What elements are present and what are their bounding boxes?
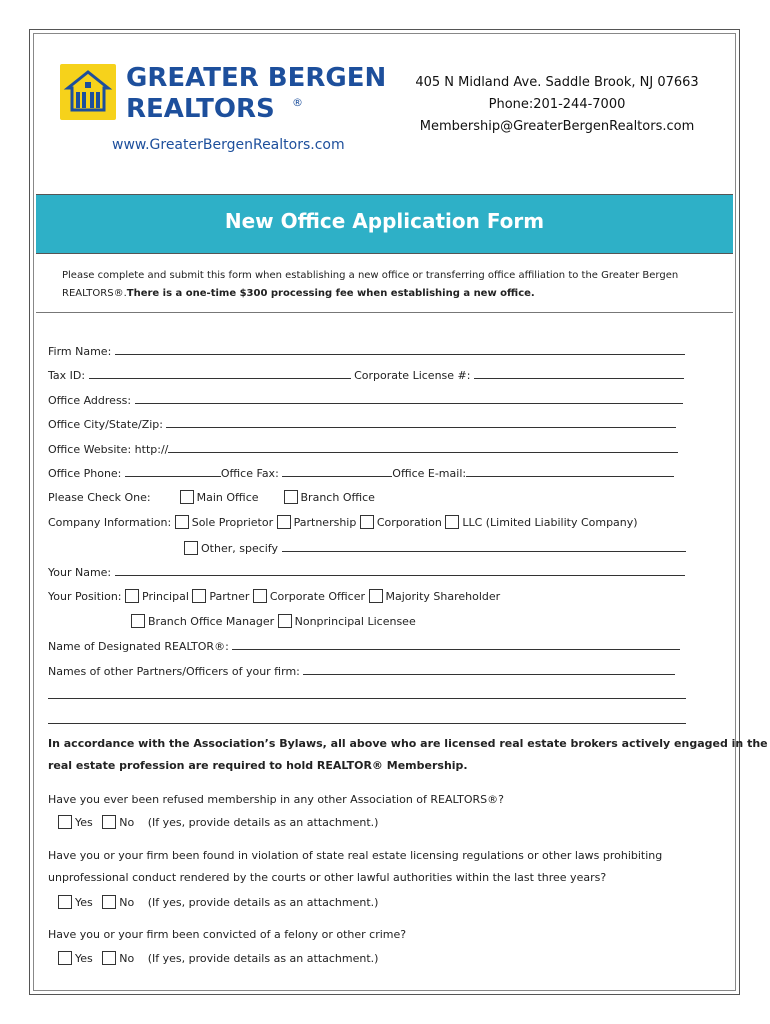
office-website-label: Office Website: <box>48 443 132 456</box>
q1-no-checkbox[interactable] <box>102 815 116 829</box>
office-address-row <box>48 392 683 408</box>
corp-license-label: Corporate License #: <box>354 369 471 382</box>
q3-yes-label: Yes <box>75 952 93 965</box>
branch-office-label: Branch Office <box>300 491 375 504</box>
branch-office-checkbox[interactable] <box>284 490 298 504</box>
firm-name-field[interactable] <box>115 343 685 355</box>
office-website-prefix: http:// <box>134 443 169 456</box>
question-2-line2: unprofessional conduct rendered by the courts or other lawful authorities within the last three years? <box>48 871 607 884</box>
other-specify-row <box>184 540 686 556</box>
majority-shareholder-checkbox[interactable] <box>369 589 383 603</box>
company-info-row <box>48 515 638 531</box>
other-checkbox[interactable] <box>184 541 198 555</box>
sole-proprietor-checkbox[interactable] <box>175 515 189 529</box>
question-1: Have you ever been refused membership in any other Association of REALTORS®? <box>48 793 504 806</box>
q1-no-label: No <box>119 816 135 829</box>
corporate-officer-label: Corporate Officer <box>269 590 365 603</box>
llc-label: LLC (Limited Liability Company) <box>462 516 638 529</box>
llc-checkbox[interactable] <box>445 515 459 529</box>
other-specify-field[interactable] <box>282 540 686 552</box>
q3-no-checkbox[interactable] <box>102 951 116 965</box>
your-name-field[interactable] <box>115 564 685 576</box>
q3-no-label: No <box>119 952 135 965</box>
office-email-label: Office E-mail: <box>392 467 467 480</box>
email-link[interactable]: Membership@GreaterBergenRealtors.com <box>419 119 695 134</box>
majority-shareholder-label: Majority Shareholder <box>385 590 501 603</box>
contact-block <box>397 72 717 138</box>
principal-checkbox[interactable] <box>125 589 139 603</box>
website-link[interactable]: www.GreaterBergenRealtors.com <box>112 137 345 153</box>
nonprincipal-checkbox[interactable] <box>278 614 292 628</box>
designated-realtor-row <box>48 638 680 654</box>
company-info-label: Company Information: <box>48 516 172 529</box>
partner-checkbox[interactable] <box>192 589 206 603</box>
q3-yes-checkbox[interactable] <box>58 951 72 965</box>
q2-no-checkbox[interactable] <box>102 895 116 909</box>
fee-notice: There is a one-time $300 processing fee when establishing a new office. <box>126 288 535 299</box>
corporation-checkbox[interactable] <box>360 515 374 529</box>
office-city-field[interactable] <box>166 416 676 428</box>
office-fax-label: Office Fax: <box>220 467 279 480</box>
office-phone-field[interactable] <box>125 465 221 477</box>
form-fields <box>36 312 768 990</box>
firm-name-row <box>48 343 685 359</box>
question-3: Have you or your firm been convicted of a felony or other crime? <box>48 928 407 941</box>
partnership-label: Partnership <box>293 516 357 529</box>
other-specify-label: Other, specify <box>201 542 278 555</box>
your-name-label: Your Name: <box>48 566 112 579</box>
office-phone-row <box>48 465 674 481</box>
other-partners-line3[interactable] <box>48 712 686 724</box>
form-title: New Office Application Form <box>224 209 545 233</box>
question-2-line1: Have you or your firm been found in violation of state real estate licensing regulations or other laws prohibiting <box>48 849 663 862</box>
main-office-checkbox[interactable] <box>180 490 194 504</box>
office-city-row <box>48 416 676 432</box>
your-position-label: Your Position: <box>48 590 122 603</box>
office-website-row <box>48 441 678 457</box>
q3-answer-row <box>58 951 378 967</box>
office-fax-field[interactable] <box>282 465 392 477</box>
designated-realtor-label: Name of Designated REALTOR®: <box>48 640 229 653</box>
corporate-officer-checkbox[interactable] <box>253 589 267 603</box>
q1-answer-row <box>58 815 378 831</box>
partnership-checkbox[interactable] <box>277 515 291 529</box>
q2-note: (If yes, provide details as an attachment.) <box>147 896 379 909</box>
tax-id-field[interactable] <box>89 367 351 379</box>
office-city-label: Office City/State/Zip: <box>48 418 163 431</box>
blank-line-row1 <box>48 687 686 703</box>
principal-label: Principal <box>142 590 189 603</box>
tax-id-row <box>48 367 684 383</box>
firm-name-label: Firm Name: <box>48 345 112 358</box>
branch-manager-checkbox[interactable] <box>131 614 145 628</box>
office-website-field[interactable] <box>168 441 678 453</box>
org-name-line1: GREATER BERGEN <box>126 63 387 93</box>
your-name-row <box>48 564 685 580</box>
main-office-label: Main Office <box>196 491 259 504</box>
corporation-label: Corporation <box>376 516 442 529</box>
q2-answer-row <box>58 895 378 911</box>
other-partners-field[interactable] <box>303 663 675 675</box>
q1-yes-checkbox[interactable] <box>58 815 72 829</box>
blank-line-row2 <box>48 712 686 728</box>
partner-label: Partner <box>209 590 250 603</box>
q2-yes-checkbox[interactable] <box>58 895 72 909</box>
position-row2 <box>131 614 416 630</box>
corp-license-field[interactable] <box>474 367 684 379</box>
office-phone-label: Office Phone: <box>48 467 122 480</box>
form-page <box>29 29 768 995</box>
intro-text: Please complete and submit this form when establishing a new office or transferring office affiliation to the Greater Bergen REALTORS®. <box>62 270 679 299</box>
bylaws-line1: In accordance with the Association’s Bylaws, all above who are licensed real estate brokers actively engaged in the <box>48 737 768 750</box>
house-logo-icon <box>60 64 116 120</box>
title-banner <box>36 194 733 254</box>
q1-yes-label: Yes <box>75 816 93 829</box>
q2-yes-label: Yes <box>75 896 93 909</box>
office-address-field[interactable] <box>135 392 683 404</box>
phone-text: Phone:201-244-7000 <box>488 97 626 112</box>
check-one-label: Please Check One: <box>48 491 151 504</box>
sole-proprietor-label: Sole Proprietor <box>191 516 274 529</box>
other-partners-row <box>48 663 675 679</box>
tax-id-label: Tax ID: <box>48 369 86 382</box>
other-partners-label: Names of other Partners/Officers of your firm: <box>48 665 300 678</box>
nonprincipal-label: Nonprincipal Licensee <box>294 615 416 628</box>
q2-no-label: No <box>119 896 135 909</box>
form-page-inner <box>33 33 768 991</box>
your-position-row <box>48 589 500 605</box>
q3-note: (If yes, provide details as an attachment.) <box>147 952 379 965</box>
branch-manager-label: Branch Office Manager <box>148 615 275 628</box>
other-partners-line2[interactable] <box>48 687 686 699</box>
intro-paragraph <box>62 267 722 303</box>
address-text: 405 N Midland Ave. Saddle Brook, NJ 07663 <box>415 75 699 90</box>
org-name-line2: REALTORS <box>126 94 275 124</box>
check-one-row <box>48 490 375 506</box>
designated-realtor-field[interactable] <box>232 638 680 650</box>
office-email-field[interactable] <box>466 465 674 477</box>
q1-note: (If yes, provide details as an attachment.) <box>147 816 379 829</box>
office-address-label: Office Address: <box>48 394 132 407</box>
registered-mark: ® <box>292 96 303 109</box>
bylaws-line2: real estate profession are required to hold REALTOR® Membership. <box>48 759 468 772</box>
